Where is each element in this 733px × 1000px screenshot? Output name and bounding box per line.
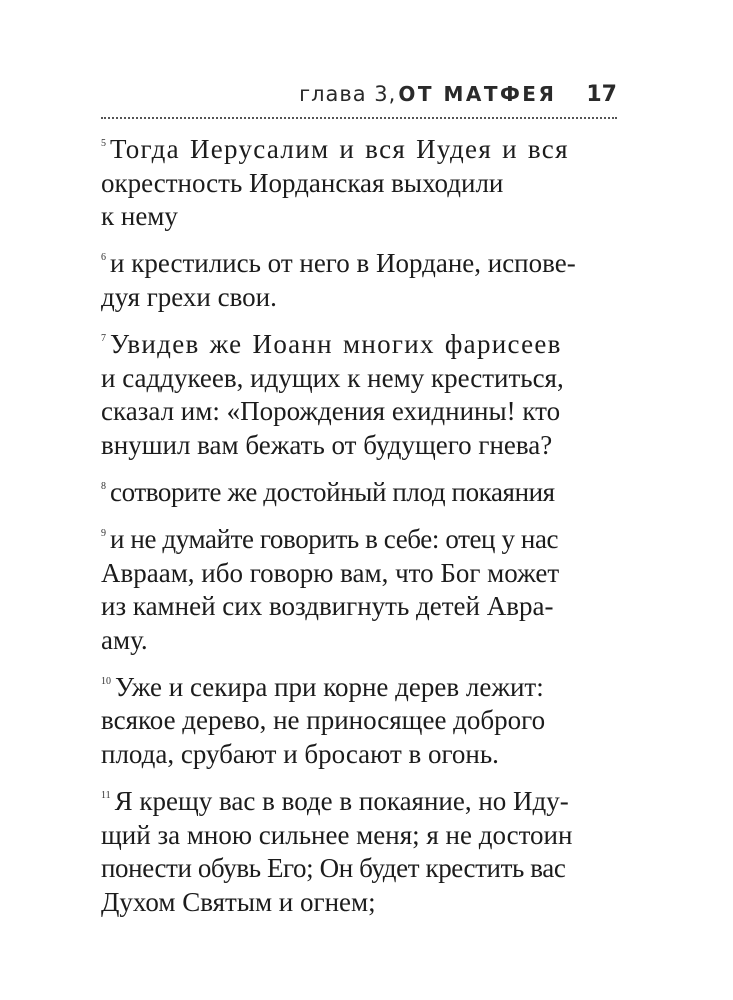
running-head [101, 82, 617, 114]
verse-line: плода, срубают и бросают в огонь. [101, 739, 499, 769]
verse-line: Увидев же Иоанн многих фарисеев [110, 328, 562, 359]
running-head-book-title: ОТ МАТФЕЯ [398, 82, 557, 106]
header-dotted-rule [101, 117, 617, 119]
verse-number: 10 [101, 675, 111, 687]
verse-9 [101, 523, 617, 657]
verse-8 [101, 476, 617, 510]
verse-line: понести обувь Его; Он будет крестить вас [101, 853, 566, 884]
verse-line: внушил вам бежать от будущего гнева? [101, 429, 553, 460]
verse-10 [101, 671, 617, 772]
verse-number: 6 [101, 252, 106, 264]
verse-number: 7 [101, 332, 106, 344]
verse-number: 8 [101, 480, 106, 492]
verse-line: и саддукеев, идущих к нему креститься, [101, 362, 564, 393]
verse-line: Уже и секира при корне дерев лежит: [115, 671, 544, 702]
verse-5 [101, 133, 617, 234]
verse-line: и не думайте говорить в себе: отец у нас [110, 523, 559, 554]
verse-line: и крестились от него в Иордане, испове- [110, 248, 576, 279]
verse-line: сказал им: «Порождения ехиднины! кто [101, 396, 561, 427]
verse-11 [101, 785, 617, 919]
verse-6 [101, 247, 617, 314]
verse-line: Духом Святым и огнем; [101, 886, 376, 917]
verse-number: 11 [101, 790, 111, 802]
verse-7 [101, 328, 617, 462]
verse-line: Тогда Иерусалим и вся Иудея и вся [110, 134, 569, 164]
verse-line: сотворите же достойный плод покаяния [110, 476, 555, 507]
verse-number: 9 [101, 527, 106, 539]
verse-line: Я крещу вас в воде в покаяние, но Иду- [114, 786, 569, 817]
body-text [101, 133, 617, 933]
verse-line: из камней сих воздвигнуть детей Авра- [101, 591, 554, 622]
verse-line: окрестность Иорданская выходили [101, 167, 504, 198]
verse-line: Авраам, ибо говорю вам, что Бог может [101, 557, 560, 588]
verse-line: щий за мною сильнее меня; я не достоин [101, 819, 573, 850]
page-number: 17 [586, 82, 617, 107]
running-head-chapter: глава 3, [299, 82, 397, 106]
verse-line: всякое дерево, не приносящее доброго [101, 705, 546, 736]
verse-line: дуя грехи свои. [101, 281, 277, 312]
verse-line: аму. [101, 624, 148, 655]
verse-number: 5 [101, 138, 106, 149]
verse-line: к нему [101, 201, 178, 232]
